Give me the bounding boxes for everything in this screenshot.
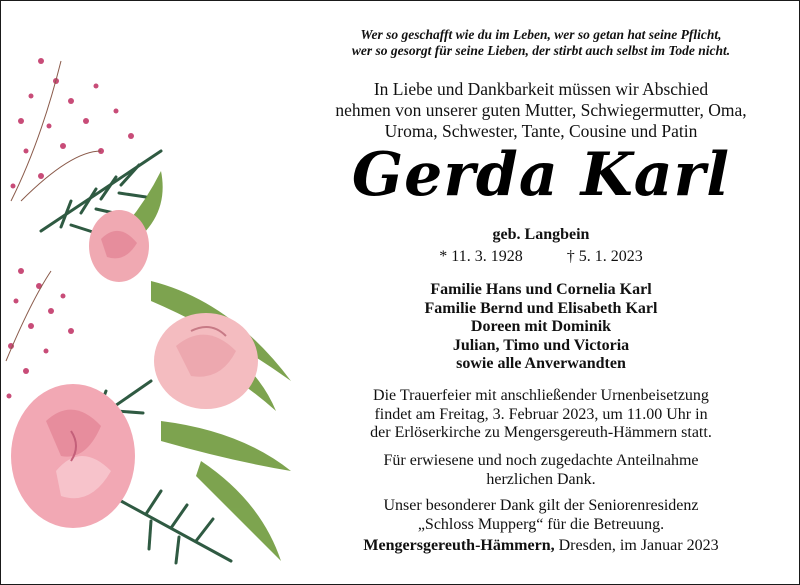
service-line: Die Trauerfeier mit anschließender Urnenbeisetzung (373, 387, 709, 404)
service-line: findet am Freitag, 3. Februar 2023, um 11.00 Uhr in (374, 405, 708, 423)
deceased-name: Gerda Karl (351, 140, 731, 210)
farewell-intro-line: Uroma, Schwester, Tante, Cousine und Patin (384, 121, 698, 141)
special-thanks-note (301, 497, 781, 534)
place-rest: Dresden, im Januar 2023 (554, 537, 719, 554)
farewell-intro-line: nehmen von unserer guten Mutter, Schwiegermutter, Oma, (335, 100, 747, 120)
farewell-intro-line: In Liebe und Dankbarkeit müssen wir Abschied (373, 79, 709, 99)
mourner-entry: Julian, Timo und Victoria (452, 336, 630, 354)
mourner-entry: Familie Bernd und Elisabeth Karl (424, 299, 658, 317)
death-date: † 5. 1. 2023 (566, 248, 643, 265)
thanks-note (301, 452, 781, 489)
special-thanks-line: Unser besonderer Dank gilt der Seniorenresidenz (383, 497, 699, 514)
floral-arrangement-image (1, 1, 301, 585)
thanks-line: Für erwiesene und noch zugedachte Anteilnahme (383, 452, 699, 469)
mourner-entry: Doreen mit Dominik (470, 318, 612, 335)
mourners-list (301, 281, 781, 374)
memorial-verse (301, 27, 781, 59)
special-thanks-line: „Schloss Mupperg“ für die Betreuung. (417, 515, 665, 533)
funeral-service-info (301, 387, 781, 443)
farewell-intro (301, 79, 781, 142)
mourner-entry: Familie Hans und Cornelia Karl (430, 281, 652, 298)
maiden-name: geb. Langbein (492, 226, 590, 243)
place-town: Mengersgereuth-Hämmern, (363, 537, 555, 554)
thanks-line: herzlichen Dank. (486, 470, 596, 488)
memorial-verse-line: wer so gesorgt für seine Lieben, der stirbt auch selbst im Tode nicht. (351, 43, 731, 58)
service-line: der Erlöserkirche zu Mengersgereuth-Hämmern statt. (370, 424, 712, 441)
life-dates (301, 247, 781, 267)
memorial-verse-line: Wer so geschafft wie du im Leben, wer so getan hat seine Pflicht, (360, 27, 722, 42)
birth-date: * 11. 3. 1928 (439, 248, 523, 265)
rose-bottom (11, 384, 135, 528)
place-and-date (301, 536, 781, 556)
mourner-entry: sowie alle Anverwandten (456, 355, 626, 372)
rose-middle (154, 313, 258, 409)
rose-top (89, 210, 149, 282)
